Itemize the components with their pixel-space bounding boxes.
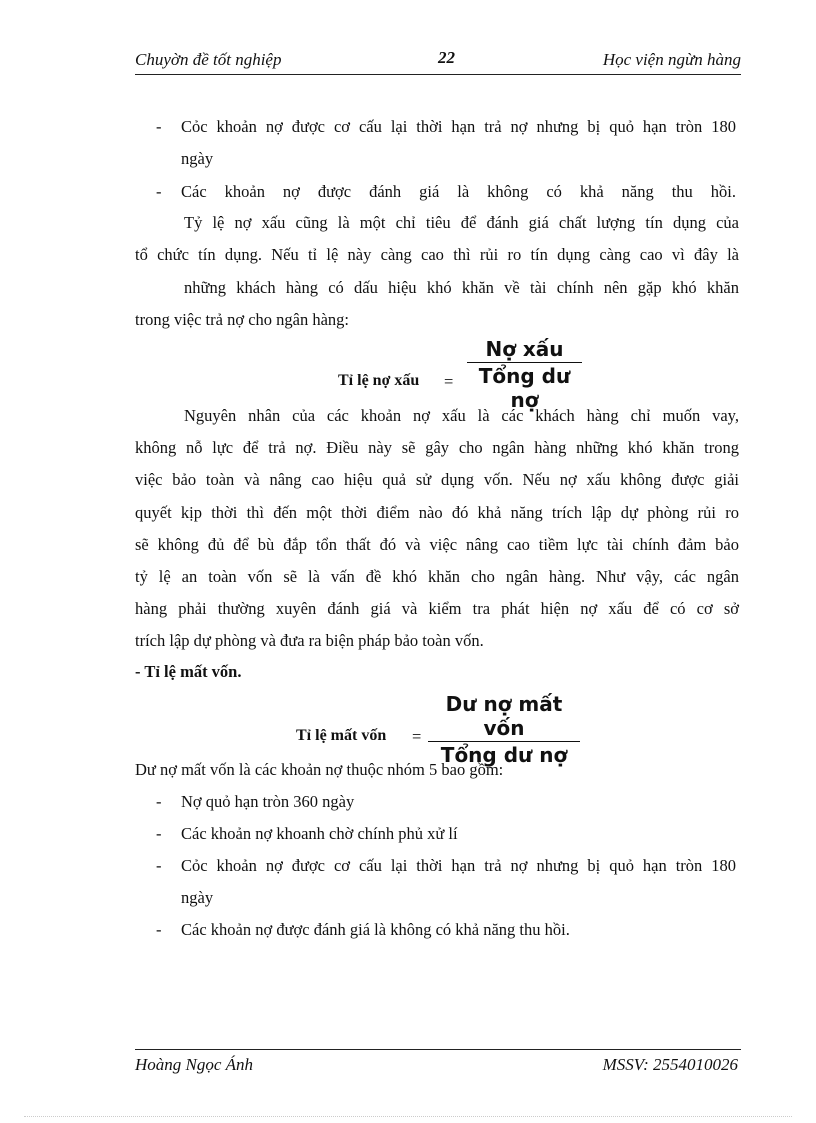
bullet-marker: - [156, 792, 162, 811]
para1-line3: những khách hàng có dấu hiệu khó khăn về tài chính nên gặp khó khăn [184, 278, 739, 297]
formula1-fraction [467, 337, 582, 412]
formula2-fraction [428, 692, 580, 767]
bullet-bottom-3-line1: Cỏc khoản nợ được cơ cấu lại thời hạn trả nợ nhưng bị quỏ hạn tròn 180 [181, 856, 736, 875]
bullet-top-1-line1: Cỏc khoản nợ được cơ cấu lại thời hạn trả nợ nhưng bị quỏ hạn tròn 180 [181, 117, 736, 136]
para2-line4: quyết kịp thời thì đến một thời điểm nào đó khả năng trích lập dự phòng rủi ro [135, 503, 739, 522]
bullet-marker: - [156, 182, 162, 201]
formula1-equals: = [444, 372, 454, 391]
bullet-bottom-2: Các khoản nợ khoanh chờ chính phủ xử lí [181, 824, 458, 843]
para2-line8: trích lập dự phòng và đưa ra biện pháp bảo toàn vốn. [135, 631, 484, 650]
bullet-bottom-4: Các khoản nợ được đánh giá là không có khả năng thu hồi. [181, 920, 570, 939]
intro2: Dư nợ mất vốn là các khoản nợ thuộc nhóm 5 bao gồm: [135, 760, 504, 779]
footer-right: MSSV: 2554010026 [602, 1055, 738, 1074]
para2-line3: việc bảo toàn và nâng cao hiệu quả sử dụng vốn. Nếu nợ xấu không được giải [135, 470, 739, 489]
formula2-label: Tỉ lệ mất vốn [296, 727, 387, 744]
bullet-marker: - [156, 117, 162, 136]
formula1-numerator: Nợ xấu [485, 337, 564, 361]
bullet-marker: - [156, 824, 162, 843]
header-rule [135, 74, 741, 75]
header-left: Chuyờn đề tốt nghiệp [135, 50, 282, 69]
page-edge-dotted-line [24, 1116, 792, 1117]
section-heading: - Tỉ lệ mất vốn. [135, 662, 242, 681]
formula1-denominator: Tổng dư nợ [478, 364, 571, 412]
bullet-marker: - [156, 856, 162, 875]
bullet-bottom-1: Nợ quỏ hạn tròn 360 ngày [181, 792, 355, 811]
formula2-equals: = [412, 727, 422, 746]
para2-line5: sẽ không đủ để bù đắp tổn thất đó và việc nâng cao tiềm lực tài chính đảm bảo [135, 535, 739, 554]
bullet-bottom-3-line2: ngày [181, 888, 214, 907]
formula2-denominator: Tổng dư nợ [440, 743, 568, 767]
para2-line6: tỷ lệ an toàn vốn sẽ là vấn đề khó khăn cho ngân hàng. Như vậy, các ngân [135, 567, 739, 586]
formula1-label: Tỉ lệ nợ xấu [338, 372, 420, 389]
para1-line1: Tỷ lệ nợ xấu cũng là một chỉ tiêu để đánh giá chất lượng tín dụng của [184, 213, 739, 232]
formula2-numerator: Dư nợ mất vốn [445, 692, 563, 740]
fraction-bar [428, 741, 580, 742]
fraction-bar [467, 362, 582, 363]
footer-rule [135, 1049, 741, 1050]
para1-line4: trong việc trả nợ cho ngân hàng: [135, 310, 349, 329]
bullet-top-1-line2: ngày [181, 149, 214, 168]
page-number: 22 [438, 48, 455, 67]
bullet-marker: - [156, 920, 162, 939]
para2-line7: hàng phải thường xuyên đánh giá và kiểm tra phát hiện nợ xấu để có cơ sở [135, 599, 739, 618]
footer-left: Hoàng Ngọc Ánh [135, 1055, 254, 1074]
bullet-top-2: Các khoản nợ được đánh giá là không có khả năng thu hồi. [181, 182, 736, 201]
header-right: Học viện ngừn hàng [602, 50, 741, 69]
para1-line2: tổ chức tín dụng. Nếu tỉ lệ này càng cao thì rủi ro tín dụng càng cao vì đây là [135, 245, 739, 264]
para2-line2: không nỗ lực để trả nợ. Điều này sẽ gây cho ngân hàng những khó khăn trong [135, 438, 739, 457]
para2-line1: Nguyên nhân của các khoản nợ xấu là các khách hàng chỉ muốn vay, [184, 406, 739, 425]
